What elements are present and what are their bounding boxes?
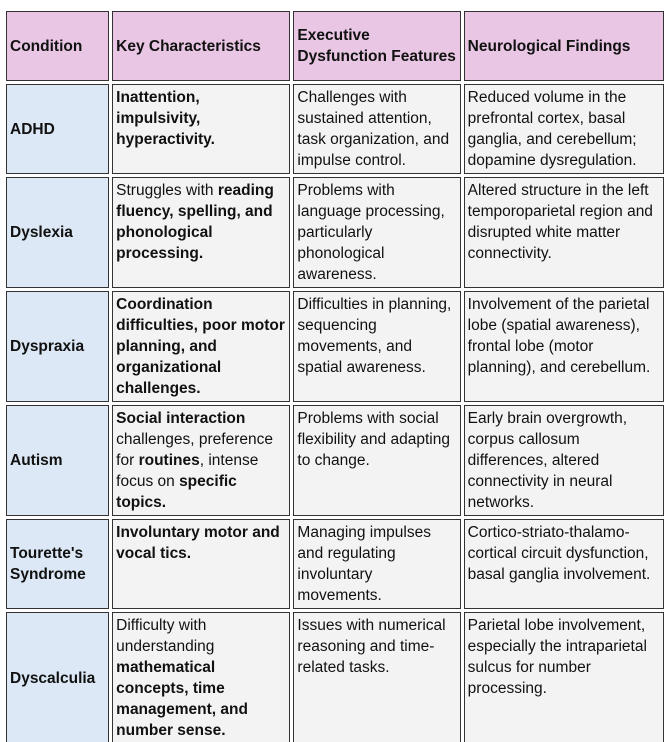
condition-cell: Dyspraxia [6,291,109,402]
neurological-findings-cell: Parietal lobe involvement, especially the intraparietal sulcus for number processing. [464,612,664,742]
text-run: routines [138,452,200,469]
table-row [6,84,664,174]
text-run: Inattention, impulsivity, hyperactivity. [116,89,215,148]
table-row [6,177,664,288]
text-run: Struggles with [116,182,218,199]
neurological-findings-cell: Altered structure in the left temporoparietal region and disrupted white matter connectivity. [464,177,664,288]
text-run: reading fluency, spelling, and phonological processing. [116,182,274,262]
conditions-table [3,8,667,742]
header-key-characteristics: Key Characteristics [112,11,290,81]
text-run: specific topics. [116,473,237,511]
executive-dysfunction-cell: Problems with language processing, particularly phonological awareness. [293,177,460,288]
text-run: mathematical concepts, time management, and number sense. [116,659,248,739]
neurological-findings-cell: Cortico-striato-thalamo-cortical circuit dysfunction, basal ganglia involvement. [464,519,664,609]
executive-dysfunction-cell: Problems with social flexibility and adapting to change. [293,405,460,516]
key-characteristics-cell [112,612,290,742]
text-run: Coordination difficulties, poor motor planning, and organizational challenges. [116,296,285,397]
header-condition: Condition [6,11,109,81]
neurological-findings-cell: Reduced volume in the prefrontal cortex, basal ganglia, and cerebellum; dopamine dysregulation. [464,84,664,174]
condition-cell: Dyslexia [6,177,109,288]
header-neurological-findings: Neurological Findings [464,11,664,81]
text-run: challenges, preference for [116,431,273,469]
executive-dysfunction-cell: Difficulties in planning, sequencing movements, and spatial awareness. [293,291,460,402]
key-characteristics-cell [112,291,290,402]
condition-cell: ADHD [6,84,109,174]
executive-dysfunction-cell: Issues with numerical reasoning and time-related tasks. [293,612,460,742]
executive-dysfunction-cell: Managing impulses and regulating involuntary movements. [293,519,460,609]
header-executive-dysfunction: Executive Dysfunction Features [293,11,460,81]
key-characteristics-cell [112,177,290,288]
key-characteristics-cell [112,405,290,516]
neurological-findings-cell: Involvement of the parietal lobe (spatial awareness), frontal lobe (motor planning), and cerebellum. [464,291,664,402]
table-row [6,612,664,742]
text-run: Involuntary motor and vocal tics. [116,524,280,562]
text-run: , intense focus on [116,452,259,490]
table-row [6,405,664,516]
condition-cell: Autism [6,405,109,516]
table-row [6,519,664,609]
table-row [6,291,664,402]
executive-dysfunction-cell: Challenges with sustained attention, task organization, and impulse control. [293,84,460,174]
text-run: Difficulty with understanding [116,617,215,655]
key-characteristics-cell [112,84,290,174]
condition-cell: Tourette's Syndrome [6,519,109,609]
condition-cell: Dyscalculia [6,612,109,742]
neurological-findings-cell: Early brain overgrowth, corpus callosum differences, altered connectivity in neural networks. [464,405,664,516]
text-run: Social interaction [116,410,246,427]
header-row [6,11,664,81]
key-characteristics-cell [112,519,290,609]
